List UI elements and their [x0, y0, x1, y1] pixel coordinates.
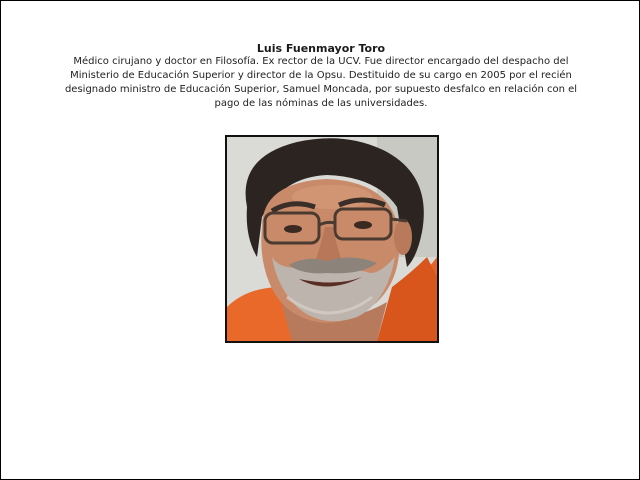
glasses-arm [391, 219, 407, 221]
bio-line: Ministerio de Educación Superior y director de la Opsu. Destituido de su cargo en 2005 por el recién [70, 70, 572, 81]
ear [394, 219, 412, 255]
bio-line: Médico cirujano y doctor en Filosofía. Ex rector de la UCV. Fue director encargado del despacho del [73, 56, 569, 67]
portrait-photo [225, 135, 439, 343]
eye-right [354, 221, 372, 229]
person-name: Luis Fuenmayor Toro [256, 42, 386, 55]
eye-left [284, 225, 302, 233]
bio-line: designado ministro de Educación Superior, Samuel Moncada, por supuesto desfalco en relación con el [64, 84, 578, 95]
portrait-illustration [227, 137, 437, 341]
person-bio [57, 55, 585, 111]
bio-line: pago de las nóminas de las universidades. [214, 98, 428, 109]
